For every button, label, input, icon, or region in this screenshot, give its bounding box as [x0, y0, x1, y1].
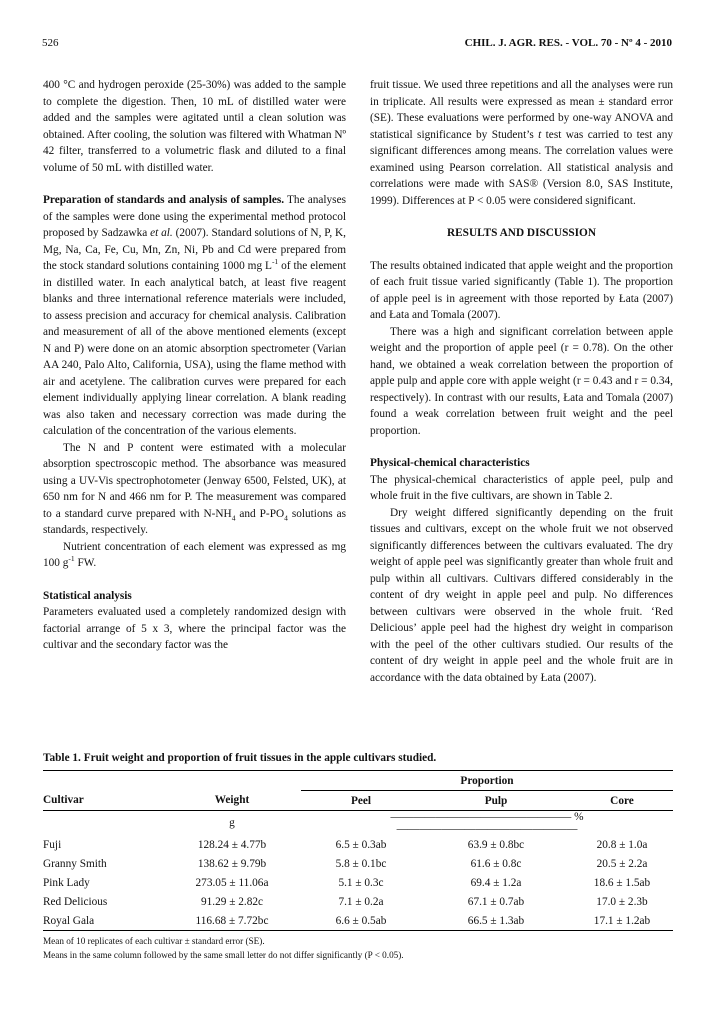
- page-number: 526: [42, 37, 59, 49]
- table-note: Means in the same column followed by the same small letter do not differ significantly (P < 0.05).: [43, 950, 404, 960]
- table-row: Pink Lady 273.05 ± 11.06a 5.1 ± 0.3c 69.4 ± 1.2a 18.6 ± 1.5ab: [43, 876, 651, 889]
- paragraph-results: The results obtained indicated that apple weight and the proportion of each fruit tissue varied significantly (Table 1). The proportion of apple peel is in agreement with those reported by Łata (2007) and Łata and Tomala (2007).: [370, 259, 673, 321]
- table-row: Granny Smith 138.62 ± 9.79b 5.8 ± 0.1bc 61.6 ± 0.8c 20.5 ± 2.2a: [43, 857, 648, 870]
- section-heading-statistics: Statistical analysis: [43, 589, 132, 602]
- paragraph-correlation: There was a high and significant correlation between apple weight and the proportion of apple peel (r = 0.78). On the other hand, we obtained a weak correlation between the proportion of apple pulp and apple core with apple weight (r = 0.43 and r = 0.34, respectively). In contrast with our results, Łata and Tomala (2007) found a weak correlation between fruit weight and the peel proportion.: [370, 325, 673, 437]
- right-column: [370, 77, 673, 686]
- col-header-cultivar: Cultivar: [43, 794, 84, 807]
- section-heading-results: RESULTS AND DISCUSSION: [446, 227, 596, 239]
- section-heading-physical-chemical: Physical-chemical characteristics: [370, 457, 530, 469]
- journal-header: CHIL. J. AGR. RES. - VOL. 70 - Nº 4 - 2010: [464, 37, 672, 49]
- table-row: Royal Gala 116.68 ± 7.72bc 6.6 ± 0.5ab 66.5 ± 1.3ab 17.1 ± 1.2ab: [43, 911, 673, 931]
- col-header-pulp: Pulp: [484, 794, 508, 807]
- table-row: Fuji 128.24 ± 4.77b 6.5 ± 0.3ab 63.9 ± 0.8bc 20.8 ± 1.0a: [43, 838, 648, 851]
- paragraph-dry-weight: Dry weight differed significantly depending on the fruit tissues and cultivars, except on the whole fruit we not observed significantly differences between the cultivars evaluated. The dry weight of apple peel was significantly greater than whole fruit and pulp within all cultivars. Cultivars differed considerably in the content of dry weight in apple peel and pulp. No differences between cultivars were observed in the whole fruit. ‘Red Delicious’ apple peel had the highest dry weight in comparison with the peel of the other cultivars studied. Our results of the content of dry weight in apple peel and the whole fruit are in accordance with the data obtained by Łata (2007).: [370, 506, 673, 684]
- unit-proportion: ———————————————— % ————————————————: [390, 811, 584, 835]
- group-header-proportion: Proportion: [301, 771, 673, 791]
- table-notes: [43, 934, 673, 962]
- table-1: [43, 752, 673, 962]
- table-note: Mean of 10 replicates of each cultivar ± standard error (SE).: [43, 936, 265, 946]
- data-table: [43, 770, 673, 931]
- paragraph-standards: Preparation of standards and analysis of samples. The analyses of the samples were done using the experimental method protocol proposed by Sadzawka et al. (2007). Standard solutions of N, P, K, Mg, Na, Ca, Fe, Cu, Mn, Zn, Ni, Pb and Cd were prepared from the stock standard solutions containing 1000 mg $L^{-1}$ of the element in distilled water. In each analytical batch, at least five reagent blanks and three international reference materials were included, to assess precision and accuracy for chemical analysis. Calibration and measurement of all of the above mentioned elements (except N and P) were done on an atomic absorption spectrometer (Varian AA 240, Palo Alto, California, USA), using the flame method with air and acetylene. The calibration curves were prepared for each element individually applying linear correlation. A blank reading was also taken and necessary correction was made during the calculation of the concentration of the various elements.: [43, 194, 346, 437]
- unit-weight: g: [229, 817, 235, 829]
- col-header-weight: Weight: [214, 794, 250, 807]
- table-caption: Table 1. Fruit weight and proportion of fruit tissues in the apple cultivars studied.: [43, 752, 437, 764]
- col-header-peel: Peel: [350, 794, 372, 807]
- col-header-core: Core: [610, 794, 634, 807]
- section-heading-standards: Preparation of standards and analysis of samples.: [43, 194, 285, 206]
- table-row: Red Delicious 91.29 ± 2.82c 7.1 ± 0.2a 67.1 ± 0.7ab 17.0 ± 2.3b: [43, 895, 648, 908]
- paragraph-physical-chemical: The physical-chemical characteristics of apple peel, pulp and whole fruit in the five cultivars, are shown in Table 2.: [370, 473, 673, 502]
- paragraph-nutrient-concentration: Nutrient concentration of each element was expressed as mg 100 $g^{-1}$ FW.: [43, 540, 346, 569]
- paragraph-digestion: 400 °C and hydrogen peroxide (25-30%) was added to the sample to complete the digestion. Then, 10 mL of distilled water were added and the samples were agitated until a clean solution was obtained. After cooling, the solution was filtered with Whatman Nº 42 filter, transferred to a volumetric flask and diluted to a final volume of 50 mL with distilled water.: [43, 79, 346, 174]
- paragraph-n-p-content: The N and P content were estimated with a molecular absorption spectroscopic method. The absorbance was measured using a UV-Vis spectrophotometer (Jenway 6500, Felsted, UK), at 650 nm for N and 466 nm for P. The measurement was compared to a standard curve prepared with $N-NH_4$ and $P-PO_4$ solutions as standards, respectively.: [43, 441, 346, 536]
- paragraph-statistics: Parameters evaluated used a completely randomized design with factorial arrange of 5 x 3, where the principal factor was the cultivar and the secondary factor was the: [43, 606, 346, 651]
- paragraph-statistics-cont: fruit tissue. We used three repetitions and all the analyses were run in triplicate. All results were expressed as mean ± standard error (SE). These evaluations were performed by one-way ANOVA and statistical significance by Student’s t test was carried to test any significant differences among means. The correlation values were examined using Pearson correlation. All statistical analysis and correlations were made with SAS® (Version 8.0, SAS Institute, 1999). Differences at P < 0.05 were considered significant.: [370, 79, 673, 207]
- left-column: [43, 77, 346, 654]
